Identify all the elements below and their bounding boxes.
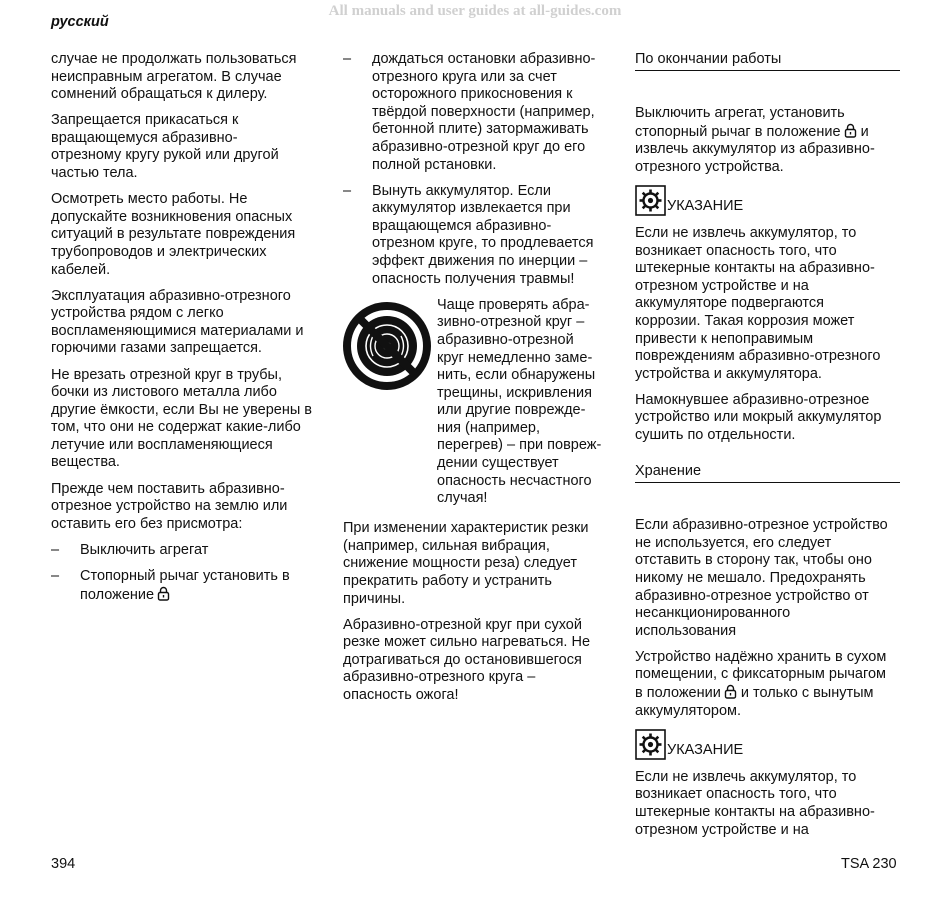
text-line: отрезному кругу рукой или другой — [51, 147, 279, 164]
text-line: сушить по отдельности. — [635, 427, 796, 443]
text-line: никому не мешало. Предохранять — [635, 569, 866, 586]
text-line: ситуаций в результате повреждения — [51, 226, 296, 243]
text-line: другие ёмкости, если Вы не уверены в — [51, 401, 313, 418]
list-item-text — [372, 183, 607, 271]
text-line: Осмотреть место работы. Не — [51, 191, 248, 208]
paragraph-line: стопорный рычаг в положение и — [635, 123, 869, 140]
text-line: штекерные контакты на абразивно- — [635, 260, 875, 277]
text-line: абразивно-отрезной круг до его — [372, 138, 586, 155]
section-heading: Хранение — [635, 463, 900, 483]
text-line: возникает опасность того, что — [635, 786, 837, 803]
text-line: зивно-отрезной круг – — [437, 314, 585, 331]
lock-icon — [724, 684, 737, 699]
text-line: резке может сильно нагреваться. Не — [343, 634, 591, 651]
text-line: дождаться остановки абразивно- — [372, 51, 596, 67]
text-line: кабелей. — [51, 261, 111, 278]
list-item — [51, 568, 319, 604]
text-line: воспламеняющимися материалами и — [51, 322, 304, 339]
text-line: Намокнувшее абразивно-отрезное — [635, 391, 870, 408]
text-line: летучие или воспламеняющиеся — [51, 436, 273, 453]
paragraph — [51, 51, 319, 104]
page-number: 394 — [51, 856, 76, 872]
lock-icon — [844, 123, 857, 138]
paragraph-line: в положении и только с вынутым — [635, 685, 874, 702]
paragraph — [635, 105, 900, 176]
paragraph-body — [343, 617, 607, 687]
text-line: частью тела. — [51, 165, 138, 182]
notice-text — [635, 769, 900, 839]
text-line: Прежде чем поставить абразивно- — [51, 480, 285, 497]
text-line: Выключить агрегат, установить — [635, 105, 845, 122]
notice-label: УКАЗАНИЕ — [667, 741, 744, 758]
language-label: русский — [51, 14, 109, 30]
text-line: отрезном устройстве и на — [635, 821, 809, 838]
section-heading: По окончании работы — [635, 51, 900, 71]
warning-text — [437, 297, 612, 508]
text-line: причины. — [343, 590, 406, 607]
text-line: абразивно-отрезного круга – — [343, 669, 536, 686]
text-line: устройства рядом с легко — [51, 305, 224, 322]
text-line: отрезное устройство на землю или — [51, 498, 288, 515]
gear-icon — [635, 185, 666, 216]
paragraph — [51, 191, 319, 279]
text-line: трещины, искривления — [437, 384, 592, 401]
notice-text — [635, 225, 900, 383]
warning-body — [437, 297, 612, 473]
list-item — [51, 542, 319, 560]
text-line: горючими газами запрещается. — [51, 340, 262, 357]
paragraph-body — [635, 649, 900, 684]
list-item-text: положение — [80, 586, 319, 605]
text-line: аккумулятор извлекается при — [372, 200, 571, 217]
text-line: прекратить работу и устранить — [343, 573, 552, 589]
column-1 — [51, 51, 319, 613]
text-line: Запрещается прикасаться к — [51, 112, 239, 129]
danger-warning: опасность ожога! — [343, 687, 459, 704]
list-item — [343, 183, 607, 289]
text-line: абразивно-отрезной — [437, 331, 574, 348]
notice-heading — [635, 185, 900, 221]
text-line: Вынуть аккумулятор. Если — [372, 182, 551, 199]
text-line: коррозии. Такая коррозия может — [635, 312, 855, 329]
text-line: перегрев) – при повреж- — [437, 437, 602, 454]
list-item-text: Стопорный рычаг установить в — [80, 567, 290, 584]
column-2 — [343, 51, 607, 713]
text-line: помещении, с фиксаторным рычагом — [635, 666, 886, 683]
text-line: вращающемуся абразивно- — [51, 129, 238, 146]
text-line: бочки из листового металла либо — [51, 384, 277, 401]
text-line: не используется, его следует — [635, 534, 832, 551]
text-line: дении существует — [437, 455, 559, 472]
text-line: или другие поврежде- — [437, 402, 586, 419]
text-line: круг немедленно заме- — [437, 349, 593, 366]
text-line: полной рстановки. — [372, 156, 497, 173]
text-line: случая! — [437, 490, 488, 507]
paragraph — [343, 617, 607, 705]
text-line: извлечь аккумулятор из абразивно- — [635, 141, 875, 158]
text-line: опасность несчастного — [437, 472, 592, 489]
paragraph — [51, 288, 319, 358]
text-line: бетонной плите) затормаживать — [372, 121, 589, 138]
paragraph — [635, 517, 900, 640]
paragraph — [343, 520, 607, 608]
text-line: нить, если обнаружены — [437, 367, 596, 384]
text-line: привести к непоправимым — [635, 330, 814, 347]
paragraph — [51, 367, 319, 473]
text-line: Абразивно-отрезной круг при сухой — [343, 616, 582, 633]
text-line: Если не извлечь аккумулятор, то — [635, 768, 857, 785]
text-line: Эксплуатация абразивно-отрезного — [51, 287, 291, 304]
text-line: вращающемся абразивно- — [372, 217, 552, 234]
notice-label: УКАЗАНИЕ — [667, 197, 744, 214]
warning-block — [343, 297, 607, 512]
danger-warning: опасность получения травмы! — [372, 270, 575, 287]
text-line: неисправным агрегатом. В случае — [51, 68, 282, 85]
text-line: повреждениям абразивно-отрезного — [635, 348, 881, 365]
text-line: использования — [635, 622, 737, 639]
text-line: Чаще проверять абра- — [437, 296, 590, 313]
text-line: штекерные контакты на абразивно- — [635, 803, 875, 820]
dash-marker: – — [343, 51, 352, 67]
no-touch-disc-warning-icon — [343, 302, 431, 390]
text-line: Устройство надёжно хранить в сухом — [635, 648, 887, 665]
text-line: отрезном круге, то продлевается — [372, 235, 594, 252]
paragraph — [635, 649, 900, 720]
paragraph-body — [635, 141, 900, 176]
text-line: трубопроводов и электрических — [51, 243, 267, 260]
text-line: твёрдой поверхности (например, — [372, 103, 595, 120]
notice-heading — [635, 729, 900, 765]
text-line: абразивно-отрезное устройство от — [635, 587, 869, 604]
text-line: отрезном устройстве и на — [635, 277, 809, 294]
dash-marker: – — [51, 567, 60, 584]
text-line: допускайте возникновения опасных — [51, 208, 293, 225]
text-line: осторожного прикосновения к — [372, 86, 573, 103]
text-line: ния (например, — [437, 419, 541, 436]
model-name: TSA 230 — [841, 856, 897, 872]
lock-icon — [157, 586, 170, 601]
list-item — [343, 51, 607, 174]
text-line: Не врезать отрезной круг в трубы, — [51, 366, 282, 383]
paragraph — [51, 481, 319, 534]
text-line: устройства и аккумулятора. — [635, 365, 822, 382]
danger-warning — [437, 473, 612, 508]
text-line: том, что они не содержат какие-либо — [51, 419, 301, 436]
text-line: возникает опасность того, что — [635, 242, 837, 259]
text-line: оставить его без присмотра: — [51, 515, 243, 532]
text-line: несанкционированного — [635, 605, 791, 622]
text-line: устройство или мокрый аккумулятор — [635, 409, 882, 426]
paragraph-body — [635, 703, 900, 721]
text-line: сомнений обращаться к дилеру. — [51, 86, 268, 103]
text-line: отрезного устройства. — [635, 158, 784, 175]
dash-marker: – — [51, 541, 60, 558]
text-line: отрезного круга или за счет — [372, 68, 557, 85]
list-item-text — [372, 51, 607, 174]
text-line: Если абразивно-отрезное устройство — [635, 517, 888, 534]
paragraph — [51, 112, 319, 182]
text-line: отставить в сторону так, чтобы оно — [635, 552, 872, 569]
text-line: (например, сильная вибрация, — [343, 537, 550, 554]
text-line: случае не продолжать пользоваться — [51, 51, 297, 67]
paragraph — [635, 392, 900, 445]
column-3 — [635, 51, 900, 848]
text-line: вещества. — [51, 454, 120, 471]
paragraph-body — [635, 105, 900, 123]
text-line: снижение мощности реза) следует — [343, 555, 577, 572]
watermark: All manuals and user guides at all-guides.com — [328, 3, 622, 19]
list-item-text: Выключить агрегат — [80, 541, 209, 558]
text-line: аккумуляторе подвергаются — [635, 295, 824, 312]
text-line: аккумулятором. — [635, 702, 742, 719]
text-line: Если не извлечь аккумулятор, то — [635, 224, 857, 241]
gear-icon — [635, 729, 666, 760]
dash-marker: – — [343, 182, 352, 199]
text-line: эффект движения по инерции – — [372, 253, 588, 270]
text-line: дотрагиваться до остановившегося — [343, 651, 582, 668]
text-line: При изменении характеристик резки — [343, 520, 589, 537]
